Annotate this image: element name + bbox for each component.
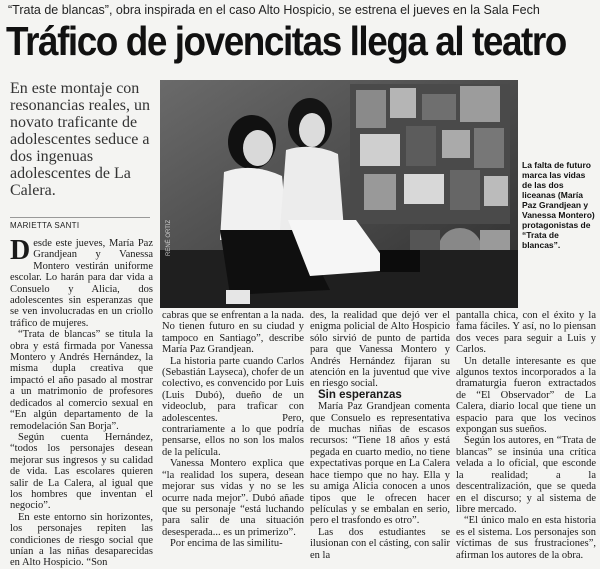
paragraph: “Trata de blancas” se titula la obra y está firmada por Vanessa Montero y Andrés Hernández, la misma dupla creativa que impactó el año pasado al mostrar a un matrimonio de profesores dedicados al comercio sexual en “En algún departamento de la remodelación San Borja”. <box>10 329 153 432</box>
paragraph: cabras que se enfrentan a la nada. No tienen futuro en su ciudad y tampoco en Santiago”, describe María Paz Grandjean. <box>162 310 304 356</box>
paragraph: María Paz Grandjean comenta que Consuelo es representativa de muchas niñas de escasos recursos: “Tiene 18 años y está pegada en cuarto medio, no tiene expectativas porque en La Calera hace tiempo que no hay. Ella y su amiga Alicia conocen a unos tipos que le ofrecen hacer películas y se embalan en serio, pero el trasfondo es otro”. <box>310 401 450 527</box>
article-photo <box>160 80 518 308</box>
headline: Tráfico de jovencitas llega al teatro <box>6 18 566 64</box>
article-column-4 <box>456 310 596 561</box>
photo-illustration <box>160 80 518 308</box>
deck: En este montaje con resonancias reales, un novato traficante de adolescentes seduce a dos ingenuas adolescentes de La Calera. <box>10 80 150 199</box>
section-subhead: Sin esperanzas <box>318 388 402 401</box>
paragraph: pantalla chica, con el éxito y la fama fáciles. Y así, no lo piensan dos veces para seguir a Luis y Carlos. <box>456 310 596 356</box>
article-column-3 <box>310 310 450 561</box>
article-column-2 <box>162 310 304 550</box>
paragraph: Las dos estudiantes se ilusionan con el cásting, con salir en la <box>310 526 450 561</box>
paragraph: En este entorno sin horizontes, los personajes repiten las condiciones de riesgo social que unían a las niñas desaparecidas en Alto Hospicio. “Son <box>10 511 153 569</box>
paragraph: Desde este jueves, María Paz Grandjean y Vanessa Montero vestirán uniforme escolar. Lo harán para dar vida a Consuelo y Alicia, dos adolescentes sin esperanzas que se ven involucradas en un criollo tráfico de mujeres. <box>10 235 153 329</box>
paragraph: La historia parte cuando Carlos (Sebastián Layseca), chofer de un colectivo, es convencido por Luis (Luis Dubó), dueño de un videoclub, para traficar con adolescentes. Pero, contrariamente a lo que podría pensarse, ellos no son los malos de la película. <box>162 355 304 458</box>
paragraph: Un detalle interesante es que algunos textos incorporados a la dramaturgia fueron extractados de “El Observador” de La Calera, diario local que tiene un espacio para que los vecinos expongan sus sueños. <box>456 355 596 436</box>
paragraph: Según cuenta Hernández, “todos los personajes desean mejorar sus ingresos y su calidad de vida. Las escolares quieren salir de La Calera, al igual que los hombres que inventan el negocio”. <box>10 431 153 512</box>
photo-credit: RENÉ ORTIZ <box>166 219 172 256</box>
paragraph: “El único malo en esta historia es el sistema. Los personajes son víctimas de sus frustraciones”, afirman los autores de la obra. <box>456 515 596 561</box>
byline-rule <box>10 217 150 218</box>
paragraph: Por encima de las similitu- <box>170 538 283 550</box>
paragraph: des, la realidad que dejó ver el enigma policial de Alto Hospicio sólo sirvió de punto de partida para que Vanessa Montero y Andrés Hernández fijaran su atención en la juventud que vive en riesgo social. <box>310 310 450 390</box>
byline: MARIETTA SANTI <box>10 221 80 230</box>
article-column-1 <box>10 235 153 569</box>
drop-cap: D <box>10 235 31 266</box>
photo-caption: La falta de futuro marca las vidas de las dos liceanas (María Paz Grandjean y Vanessa Montero) protagonistas de “Trata de blancas”. <box>522 160 595 250</box>
paragraph: Según los autores, en “Trata de blancas” se insinúa una crítica velada a lo oficial, que esconde la realidad; a la descentralización, que se queda en el discurso; y al sistema de libre mercado. <box>456 435 596 515</box>
paragraph: Vanessa Montero explica que “la realidad los supera, desean mejorar sus vidas y no se les ocurre nada mejor”. Dubó añade que su personaje “está luchando para salir de una situación desesperada... es un primerizo”. <box>162 458 304 538</box>
kicker: “Trata de blancas”, obra inspirada en el caso Alto Hospicio, se estrena el jueves en la Sala Fech <box>8 3 540 17</box>
